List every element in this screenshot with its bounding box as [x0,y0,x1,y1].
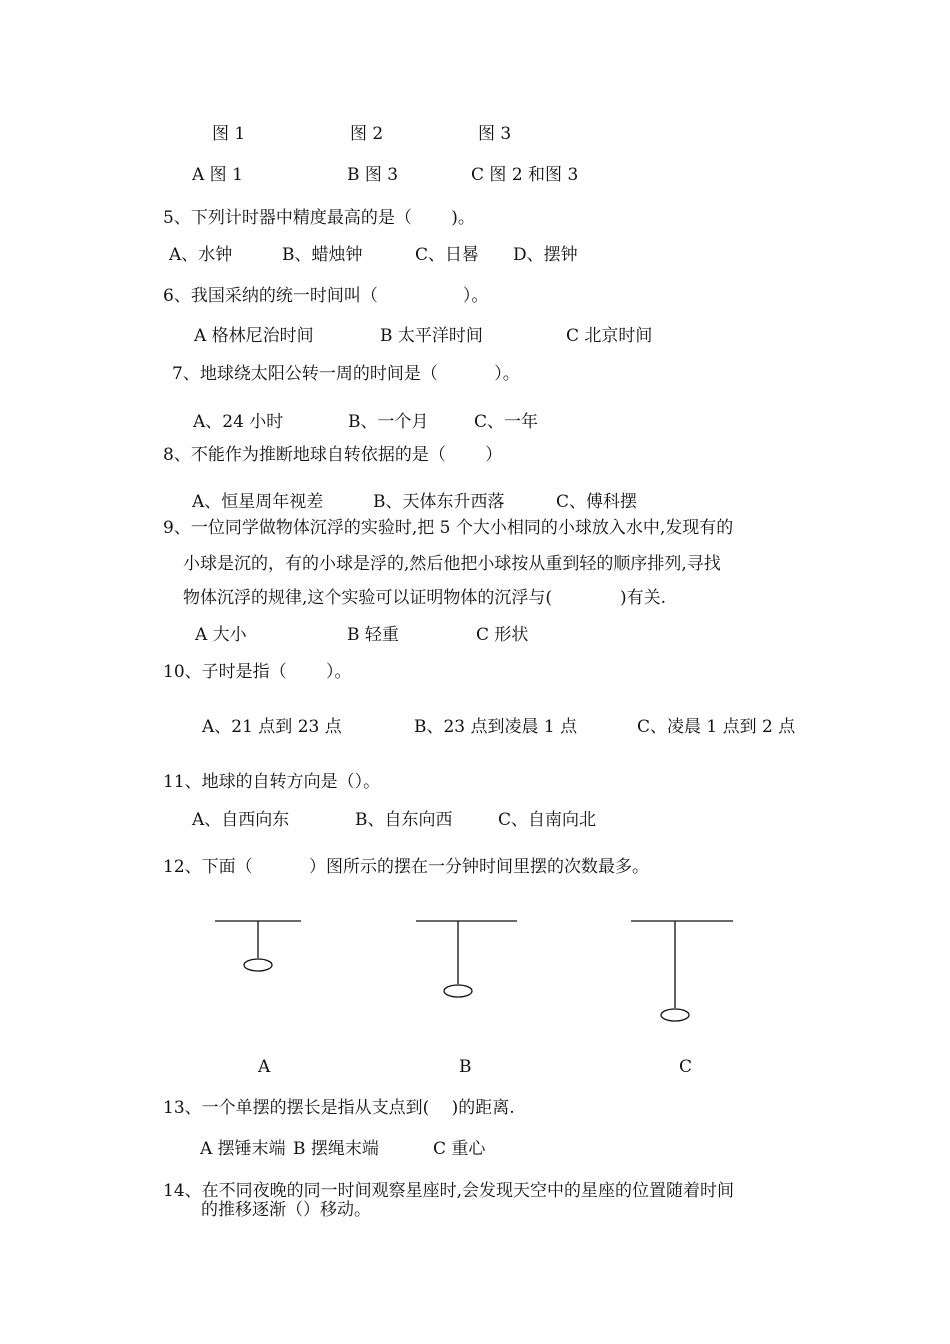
q9-line-3: 物体沉浮的规律,这个实验可以证明物体的沉浮与( )有关. [183,588,667,608]
q14-line-2: 的推移逐渐（）移动。 [201,1200,371,1220]
q5-option-b: B、蜡烛钟 [282,245,363,265]
q13-option-b: B 摆绳末端 [293,1139,379,1159]
q9-option-a: A 大小 [195,625,247,645]
pendulum-a [215,921,301,971]
q5-option-d: D、摆钟 [513,245,578,265]
q13-option-a: A 摆锤末端 [200,1139,286,1159]
q13-option-c: C 重心 [433,1139,486,1159]
q4-option-a: A 图 1 [192,165,243,185]
q9-option-b: B 轻重 [347,625,399,645]
q6-option-a: A 格林尼治时间 [194,326,314,346]
q8-option-a: A、恒星周年视差 [192,492,324,512]
q8-option-c: C、傅科摆 [556,492,638,512]
q6-option-b: B 太平洋时间 [380,326,483,346]
q7-option-c: C、一年 [474,412,539,432]
q10-option-b: B、23 点到凌晨 1 点 [414,717,578,737]
q5-option-c: C、日晷 [415,245,480,265]
q10-stem: 10、子时是指（ ）。 [163,662,352,682]
q7-stem: 7、地球绕太阳公转一周的时间是（ ）。 [172,364,520,384]
q11-stem: 11、地球的自转方向是（）。 [163,772,381,792]
q12-stem: 12、下面（ ）图所示的摆在一分钟时间里摆的次数最多。 [163,857,650,877]
q9-option-c: C 形状 [476,625,529,645]
q4-option-b: B 图 3 [347,165,399,185]
q7-option-a: A、24 小时 [193,412,284,432]
q8-stem: 8、不能作为推断地球自转依据的是（ ） [163,445,503,465]
q7-option-b: B、一个月 [348,412,429,432]
q10-option-c: C、凌晨 1 点到 2 点 [637,717,796,737]
figure-label-2: 图 2 [350,124,384,144]
q10-option-a: A、21 点到 23 点 [202,717,342,737]
q14-line-1: 14、在不同夜晚的同一时间观察星座时,会发现天空中的星座的位置随着时间 [163,1181,735,1201]
pendulum-label-b: B [459,1057,472,1077]
q11-option-a: A、自西向东 [192,810,290,830]
q6-stem: 6、我国采纳的统一时间叫（ ）。 [163,286,489,306]
figure-label-1: 图 1 [212,124,246,144]
q5-option-a: A、水钟 [169,245,233,265]
q13-stem: 13、一个单摆的摆长是指从支点到( )的距离. [163,1098,515,1118]
pendulum-b [416,921,517,997]
q6-option-c: C 北京时间 [566,326,653,346]
q5-stem: 5、下列计时器中精度最高的是（ )。 [163,208,475,228]
pendulum-c [631,921,733,1021]
pendulum-label-a: A [258,1057,271,1077]
q8-option-b: B、天体东升西落 [373,492,505,512]
pendulum-label-c: C [679,1057,693,1077]
q11-option-b: B、自东向西 [355,810,453,830]
q11-option-c: C、自南向北 [498,810,597,830]
q9-line-2: 小球是沉的，有的小球是浮的,然后他把小球按从重到轻的顺序排列,寻找 [183,554,721,574]
q4-option-c: C 图 2 和图 3 [471,165,579,185]
figure-label-3: 图 3 [478,124,512,144]
q9-line-1: 9、一位同学做物体沉浮的实验时,把 5 个大小相同的小球放入水中,发现有的 [163,518,734,538]
